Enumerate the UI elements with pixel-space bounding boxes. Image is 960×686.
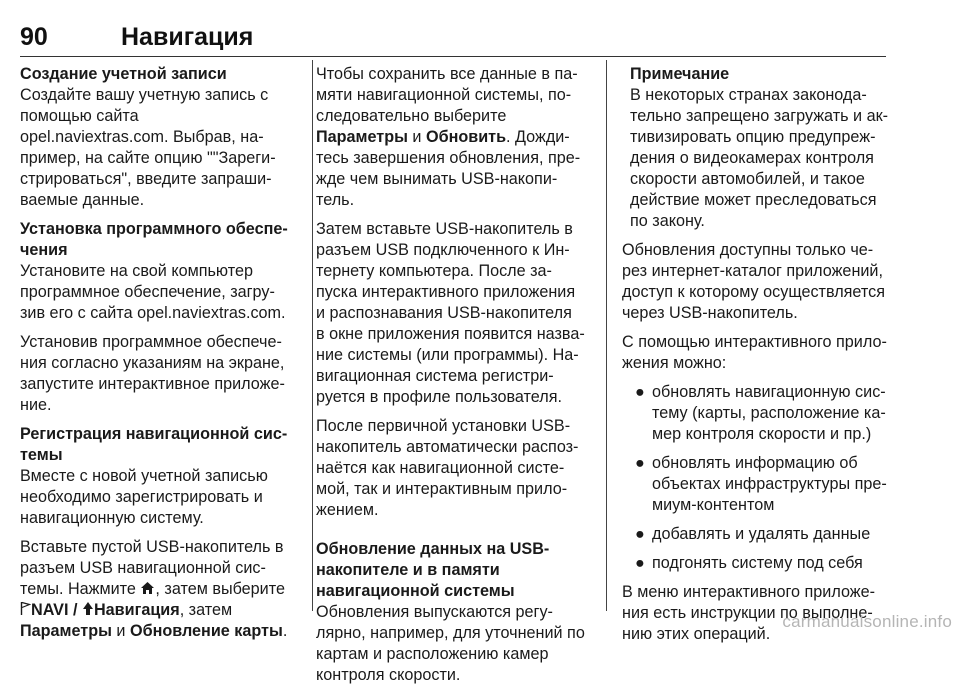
text-line: тивизировать опцию предупреж- [630,128,876,146]
text-line: тесь завершения обновления, пре- [316,149,581,167]
column-divider-2 [606,60,607,611]
column-divider-1 [312,60,313,611]
text-line: Установите на свой компьютер [20,262,253,280]
heading-line: Регистрация навигационной сис- [20,425,288,443]
text-line: Создайте вашу учетную запись с [20,86,269,104]
text-line: После первичной установки USB- [316,417,571,435]
text-line: жде чем вынимать USB-накопи- [316,170,558,188]
text-line: мер контроля скорости и пр.) [652,425,872,443]
navigation-label: Навигация [93,601,180,619]
text-line: помощью сайта [20,107,139,125]
note-heading: Примечание [630,65,730,83]
install-paragraph-1 [20,261,312,324]
text-line: В меню интерактивного приложе- [622,583,876,601]
text-line: разъем USB навигационной сис- [20,559,266,577]
text-line: доступ к которому осуществляется [622,283,885,301]
note-block [622,64,890,232]
text-line [20,621,312,642]
text-line: объектах инфраструктуры пре- [652,475,887,493]
heading-line: накопителе и в памяти [316,561,500,579]
text-line: жением. [316,501,379,519]
params-label: Параметры [316,128,408,146]
text-line: программное обеспечение, загру- [20,283,275,301]
page-number: 90 [20,23,48,51]
text-line: необходимо зарегистрировать и [20,488,263,506]
text-line: ния есть инструкции по выполне- [622,604,873,622]
install-paragraph-2 [20,332,312,416]
watermark: carmanualsonline.info [782,612,952,631]
text-line: подгонять систему под себя [652,554,863,572]
text-line: действие может преследоваться [630,191,877,209]
text-line: С помощью интерактивного прило- [622,333,887,351]
page-header [20,22,886,57]
text-line [20,600,312,621]
text-line: вигационная система регистри- [316,367,554,385]
text-fragment: , затем выберите [155,580,285,598]
heading-line: Обновление данных на USB- [316,540,550,558]
bullet-item [622,524,890,545]
column-3 [622,64,890,645]
text-line: нию этих операций. [622,625,771,643]
text-line: тель. [316,191,355,209]
home-icon [140,581,155,595]
text-line: тернету компьютера. После за- [316,262,552,280]
text-line: тему (карты, расположение ка- [652,404,886,422]
heading-line: навигационной системы [316,582,515,600]
text-line: стрироваться", введите запраши- [20,170,272,188]
register-paragraph-2 [20,537,312,642]
text-line: через USB-накопитель. [622,304,798,322]
text-line: мяти навигационной системы, по- [316,86,572,104]
bullet-dot: ● [635,454,645,472]
text-line: лярно, например, для уточнений по [316,624,585,642]
update-label: Обновить [425,128,507,146]
text-fragment: . [282,622,288,640]
bullet-dot: ● [635,525,645,543]
text-fragment: и [407,128,426,146]
heading-line: Установка программного обеспе- [20,220,288,238]
heading-line: чения [20,241,68,259]
text-fragment: , затем [179,601,233,619]
navi-label: NAVI [31,601,69,619]
first-install-paragraph [316,416,606,521]
bullet-item [622,453,890,516]
text-line: накопитель автоматически распоз- [316,438,579,456]
text-line: opel.naviextras.com. Выбрав, на- [20,128,264,146]
text-line: Затем вставьте USB-накопитель в [316,220,573,238]
text-fragment: . Дожди- [506,128,570,146]
text-line: ние. [20,396,52,414]
text-line: наётся как навигационной систе- [316,459,565,477]
params-label: Параметры [20,622,112,640]
text-line: скорости автомобилей, и такое [630,170,865,188]
heading-line: темы [20,446,63,464]
text-line: дения о видеокамерах контроля [630,149,874,167]
text-line: пуска интерактивного приложения [316,283,576,301]
bullet-dot: ● [635,554,645,572]
bullet-dot: ● [635,383,645,401]
text-line: навигационную систему. [20,509,204,527]
separator: / [68,601,82,619]
text-line: ние системы (или программы). На- [316,346,579,364]
text-line: картам и расположению камер [316,645,549,663]
text-line: рез интернет-каталог приложений, [622,262,883,280]
text-line: пример, на сайте опцию ""Зареги- [20,149,276,167]
text-line: руется в профиле пользователя. [316,388,562,406]
text-line: по закону. [630,212,705,230]
text-line: Чтобы сохранить все данные в па- [316,65,578,83]
data-update-heading [316,539,606,602]
capabilities-paragraph [622,332,890,374]
section-title: Навигация [121,23,254,51]
usb-paragraph [316,219,606,408]
text-line: запустите интерактивное приложе- [20,375,285,393]
text-line: тельно запрещено загружать и ак- [630,107,889,125]
text-line [316,127,606,148]
text-line: контроля скорости. [316,666,461,684]
navigation-arrow-icon [82,601,94,616]
text-line: жения можно: [622,354,727,372]
account-heading: Создание учетной записи [20,65,227,83]
text-line: миум-контентом [652,496,775,514]
text-fragment: темы. Нажмите [20,580,141,598]
text-line: зив его с сайта opel.naviextras.com. [20,304,286,322]
column-1 [20,64,312,642]
text-line [20,579,312,600]
text-line: мой, так и интерактивным прило- [316,480,568,498]
install-heading [20,219,312,261]
save-paragraph [316,64,606,211]
text-line: обновлять навигационную сис- [652,383,886,401]
text-fragment: и [111,622,130,640]
text-line: добавлять и удалять данные [652,525,871,543]
text-line: Вставьте пустой USB-накопитель в [20,538,284,556]
register-paragraph-1 [20,466,312,529]
text-line: Вместе с новой учетной записью [20,467,268,485]
updates-paragraph [316,602,606,686]
text-line: Установив программное обеспече- [20,333,282,351]
text-line: разъем USB подключенного к Ин- [316,241,570,259]
update-maps-label: Обновление карты [129,622,283,640]
text-line: Обновления доступны только че- [622,241,874,259]
bullet-item [622,553,890,574]
account-paragraph [20,85,312,211]
text-line: ваемые данные. [20,191,145,209]
text-line: в окне приложения появится назва- [316,325,585,343]
availability-paragraph [622,240,890,324]
text-line: следовательно выберите [316,107,507,125]
text-line: обновлять информацию об [652,454,858,472]
text-line: и распознавания USB-накопителя [316,304,572,322]
text-line: ния согласно указаниям на экране, [20,354,285,372]
column-2 [316,64,606,686]
text-line: Обновления выпускаются регу- [316,603,553,621]
register-heading [20,424,312,466]
text-line: В некоторых странах законода- [630,86,867,104]
flag-icon [20,601,31,616]
bullet-item [622,382,890,445]
